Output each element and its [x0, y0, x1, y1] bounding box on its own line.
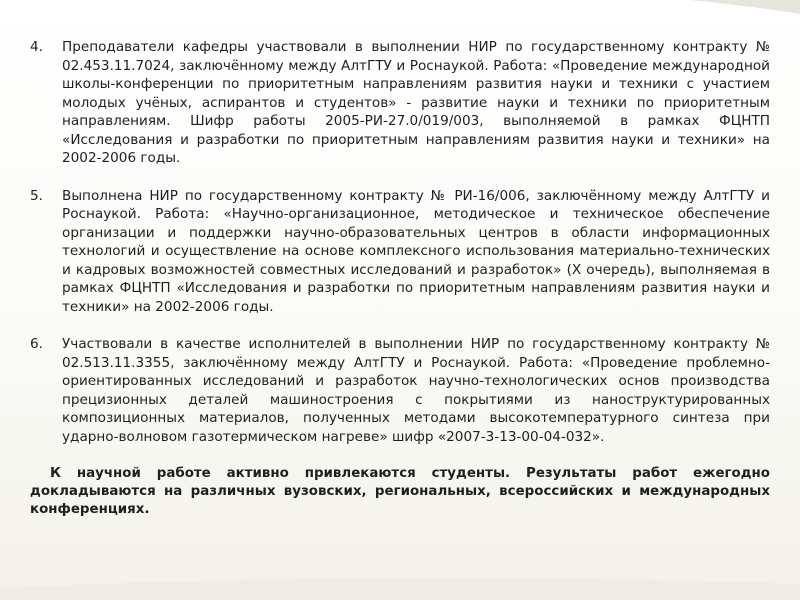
- list-item: [30, 38, 770, 168]
- research-list: [30, 38, 770, 446]
- item-text: Выполнена НИР по государственному контракту № РИ-16/006, заключённому между АлтГТУ и Роснаукой. Работа: «Научно-организационное, методическое и техническое обеспечение организации и поддержки научно-образовательных центров в области информационных технологий и осуществление на основе комплексного использования материально-технических и кадровых возможностей совместных исследований и разработок» (Х очередь), выполняемая в рамках ФЦНТП «Исследования и разработки по приоритетным направлениям развития науки и техники» на 2002-2006 годы.: [62, 187, 770, 315]
- item-number: 6.: [30, 336, 43, 352]
- list-item: [30, 335, 770, 446]
- corner-decoration: [690, 0, 800, 20]
- item-number: 5.: [30, 187, 43, 204]
- list-item: [30, 187, 770, 317]
- item-text: Преподаватели кафедры участвовали в выполнении НИР по государственному контракту № 02.453.11.7024, заключённому между АлтГТУ и Роснаукой. Работа: «Проведение международной школы-конференции по приоритетным направлениям развития науки и техники с участием молодых учёных, аспирантов и студентов» - развитие науки и техники по приоритетным направлениям. Шифр работы 2005-РИ-27.0/019/003, выполняемой в рамках ФЦНТП «Исследования и разработки по приоритетным направлениям развития науки и техники» на 2002-2006 годы.: [62, 39, 770, 166]
- bottom-decoration: [0, 560, 800, 600]
- slide-content: [30, 38, 770, 532]
- summary-paragraph: К научной работе активно привлекаются студенты. Результаты работ ежегодно докладываются на различных вузовских, региональных, всероссийских и международных конференциях.: [30, 466, 770, 517]
- item-number: 4.: [30, 39, 43, 55]
- item-text: Участвовали в качестве исполнителей в выполнении НИР по государственному контракту № 02.513.11.3355, заключённому между АлтГТУ и Роснаукой. Работа: «Проведение проблемно-ориентированных исследований и разработок научно-технологических основ производства прецизионных деталей машиностроения с покрытиями из наноструктурированных композиционных материалов, полученных методами высокотемпературного синтеза при ударно-волновом газотермическом нагреве» шифр «2007-3-13-00-04-032».: [62, 336, 770, 445]
